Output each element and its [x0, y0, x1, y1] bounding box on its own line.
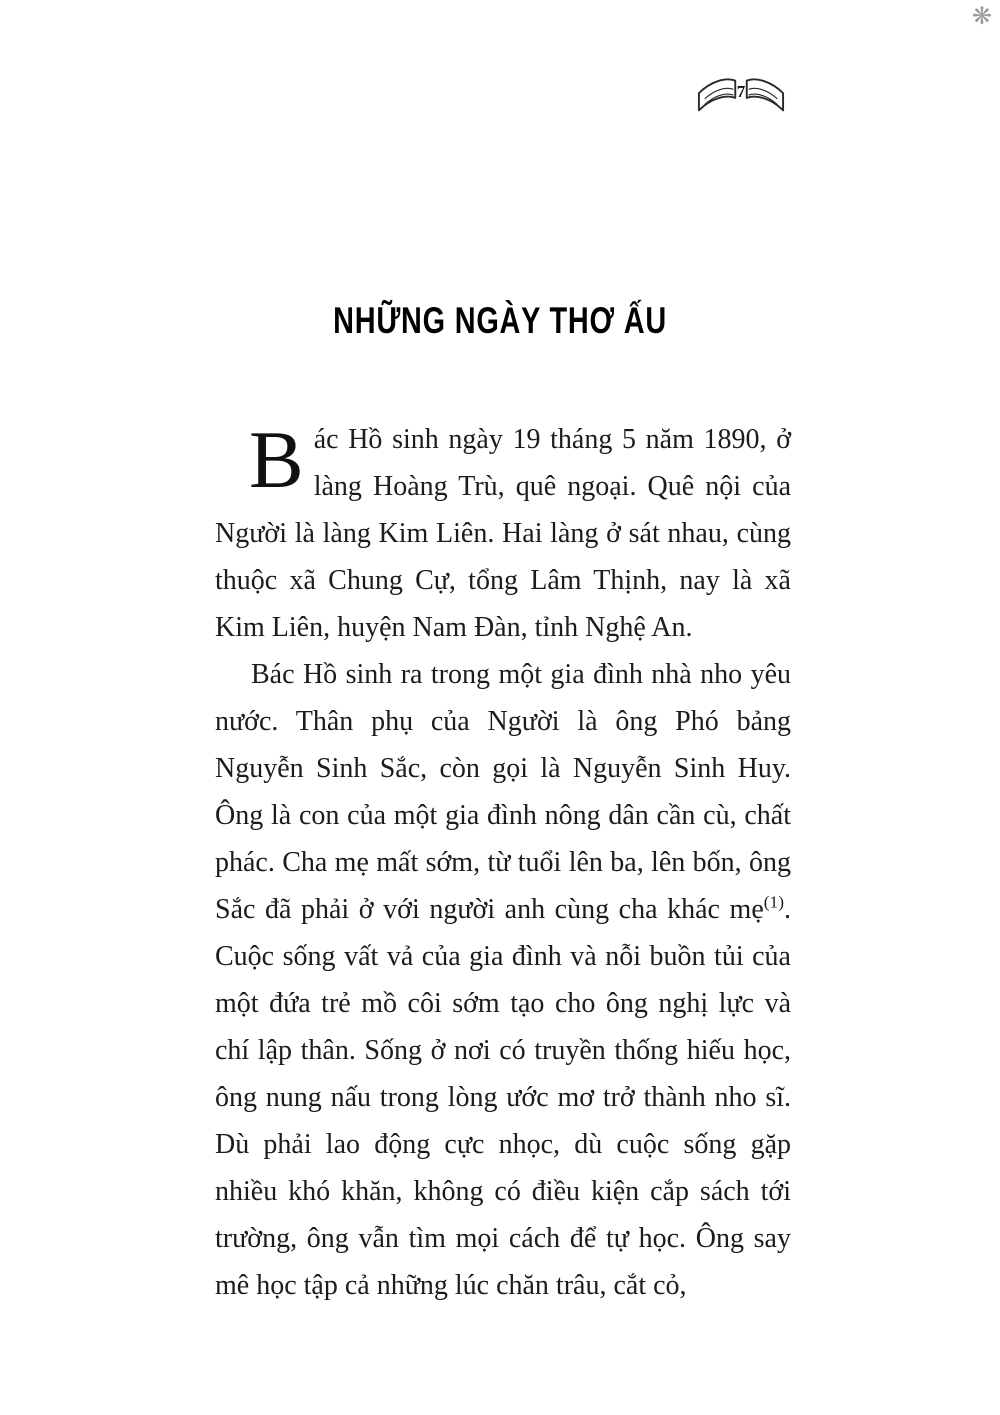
paragraph-2-text-a: Bác Hồ sinh ra trong một gia đình nhà nho yêu nước. Thân phụ của Người là ông Phó bảng Nguyễn Sinh Sắc, còn gọi là Nguyễn Sinh Huy. Ông là con của một gia đình nông dân cần cù, chất phác. Cha mẹ mất sớm, từ tuổi lên ba, lên bốn, ông Sắc đã phải ở với người anh cùng cha khác mẹ	[215, 659, 791, 925]
paragraph-2	[215, 651, 791, 1309]
paragraph-1-text: ác Hồ sinh ngày 19 tháng 5 năm 1890, ở làng Hoàng Trù, quê ngoại. Quê nội của Người là làng Kim Liên. Hai làng ở sát nhau, cùng thuộc xã Chung Cự, tổng Lâm Thịnh, nay là xã Kim Liên, huyện Nam Đàn, tỉnh Nghệ An.	[215, 424, 791, 643]
paragraph-2-text-b: . Cuộc sống vất vả của gia đình và nỗi buồn tủi của một đứa trẻ mồ côi sớm tạo cho ông nghị lực và chí lập thân. Sống ở nơi có truyền thống hiếu học, ông nung nấu trong lòng ước mơ trở thành nho sĩ. Dù phải lao động cực nhọc, dù cuộc sống gặp nhiều khó khăn, không có điều kiện cắp sách tới trường, ông vẫn tìm mọi cách để tự học. Ông say mê học tập cả những lúc chăn trâu, cắt cỏ,	[215, 894, 791, 1301]
footnote-marker: (1)	[763, 892, 784, 912]
flower-icon: ❋	[971, 2, 992, 30]
paragraph-1	[215, 416, 791, 651]
page-number-ornament	[693, 74, 789, 118]
page-number: 7	[736, 82, 746, 101]
chapter-title: NHỮNG NGÀY THƠ ẤU	[333, 300, 667, 341]
chapter-title-row	[0, 300, 1000, 342]
drop-cap: B	[249, 414, 304, 505]
body-text	[215, 416, 791, 1309]
